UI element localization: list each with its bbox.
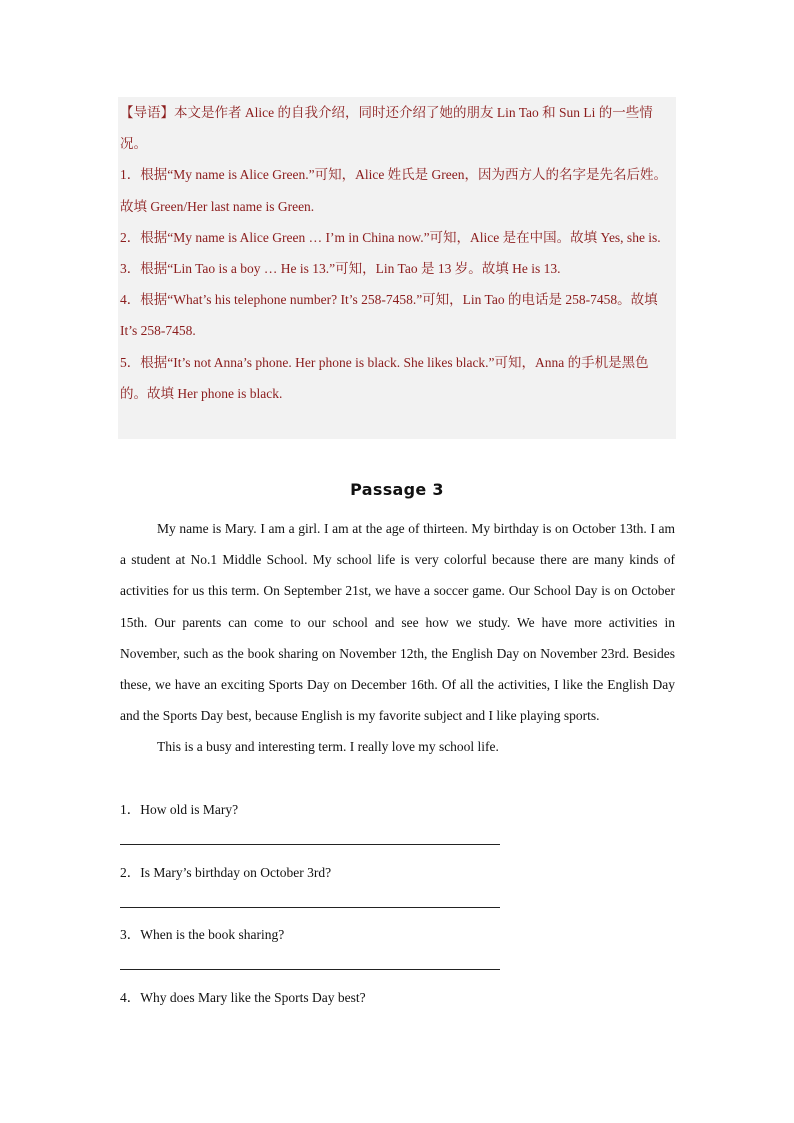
- question-item: [120, 982, 675, 1045]
- passage-paragraph-1: My name is Mary. I am a girl. I am at the age of thirteen. My birthday is on October 13th. I am a student at No.1 Middle School. My school life is very colorful because there are many kinds of activities for us this term. On September 21st, we have a soccer game. Our School Day is on October 15th. Our parents can come to our school and see how we study. We have more activities in November, such as the book sharing on November 12th, the English Day on November 23rd. Besides these, we have an exciting Sports Day on December 16th. Of all the activities, I like the English Day and the Sports Day best, because English is my favorite subject and I like playing sports.: [120, 521, 675, 724]
- answer-intro: 【导语】本文是作者 Alice 的自我介绍，同时还介绍了她的朋友 Lin Tao 和 Sun Li 的一些情况。: [120, 105, 653, 152]
- question-text: 3．When is the book sharing?: [120, 927, 285, 942]
- passage-title: Passage 3: [350, 480, 444, 499]
- answer-explanation-box: [118, 97, 676, 439]
- answer-line[interactable]: [120, 907, 500, 908]
- answer-item-1: 1．根据“My name is Alice Green.”可知，Alice 姓氏是 Green，因为西方人的名字是先名后姓。故填 Green/Her last name is Green.: [120, 167, 668, 214]
- question-text: 4．Why does Mary like the Sports Day best?: [120, 989, 366, 1005]
- answer-item-2: 2．根据“My name is Alice Green … I’m in China now.”可知，Alice 是在中国。故填 Yes, she is.: [120, 229, 661, 245]
- answer-item-3: 3．根据“Lin Tao is a boy … He is 13.”可知，Lin Tao 是 13 岁。故填 He is 13.: [120, 261, 561, 277]
- passage-paragraph-2: This is a busy and interesting term. I really love my school life.: [157, 739, 499, 755]
- question-text: 1．How old is Mary?: [120, 802, 239, 817]
- passage-body: [120, 513, 675, 763]
- question-item: [120, 919, 675, 982]
- question-list: [120, 794, 675, 1044]
- question-item: [120, 794, 675, 857]
- question-text: 2．Is Mary’s birthday on October 3rd?: [120, 864, 332, 880]
- answer-line[interactable]: [120, 844, 500, 845]
- answer-line[interactable]: [120, 969, 500, 970]
- question-item: [120, 857, 675, 920]
- answer-item-4: 4．根据“What’s his telephone number? It’s 258-7458.”可知，Lin Tao 的电话是 258-7458。故填 It’s 258-7458.: [120, 292, 658, 339]
- answer-item-5: 5．根据“It’s not Anna’s phone. Her phone is black. She likes black.”可知，Anna 的手机是黑色的。故填 Her phone is black.: [120, 354, 649, 401]
